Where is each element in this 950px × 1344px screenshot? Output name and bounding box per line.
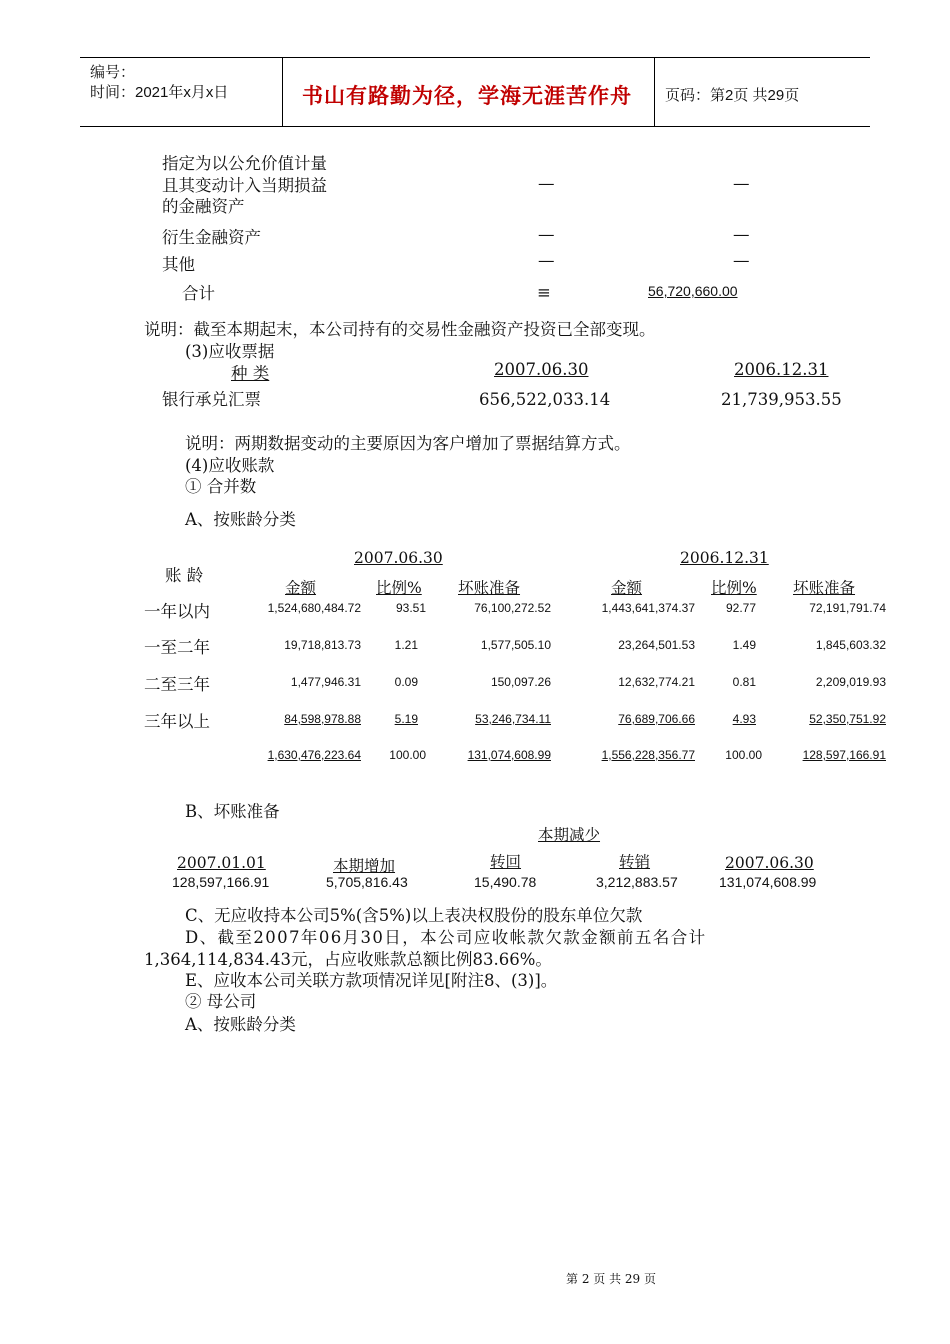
underlined-value: 76,689,706.66 — [618, 712, 695, 726]
aging-row-amount-2006: 1,443,641,374.37 — [601, 601, 695, 615]
underlined-value: 1,630,476,223.64 — [267, 748, 361, 762]
item3-value-2007: — — [538, 251, 555, 270]
underlined-value: 84,598,978.88 — [284, 712, 361, 726]
provision-value-writeoff: 3,212,883.57 — [596, 874, 678, 890]
bills-row-2007: 656,522,033.14 — [479, 390, 611, 409]
bills-row-label: 银行承兑汇票 — [162, 390, 261, 409]
underlined-value: 53,246,734.11 — [475, 712, 551, 726]
aging-row-provision-2006: 2,209,019.93 — [815, 675, 886, 689]
bills-col-2007: 2007.06.30 — [494, 360, 589, 379]
provision-col-close: 2007.06.30 — [725, 854, 814, 872]
aging-row-age: 一年以内 — [144, 602, 210, 621]
aging-col-provision-2007: 坏账准备 — [458, 579, 521, 597]
provision-value-reverse: 15,490.78 — [474, 874, 537, 890]
item3-value-2006: — — [733, 251, 750, 270]
aging-row-ratio-2006: 0.81 — [732, 675, 756, 689]
item1-line3: 的金融资产 — [162, 197, 245, 216]
underlined-value: 128,597,166.91 — [802, 748, 886, 762]
aging-row-provision-2007 — [440, 712, 551, 726]
aging-col-ratio-2007: 比例% — [376, 579, 422, 597]
item2-value-2007: — — [538, 225, 555, 244]
item2-label: 衍生金融资产 — [162, 228, 261, 247]
provision-group-decrease: 本期减少 — [538, 826, 601, 844]
aging-row-age: 三年以上 — [144, 712, 210, 731]
note-d-line1: D、截至2007年06月30日，本公司应收帐款欠款金额前五名合计 — [185, 928, 707, 947]
aging-row-ratio-2007 — [370, 712, 418, 726]
provision-col-open: 2007.01.01 — [177, 854, 266, 872]
header-divider — [654, 58, 655, 126]
aging-row-provision-2007: 150,097.26 — [490, 675, 551, 689]
aging-row-ratio-2007: 1.21 — [394, 638, 418, 652]
underlined-value: 52,350,751.92 — [809, 712, 886, 726]
parent-company-heading: ② 母公司 — [185, 992, 257, 1011]
provision-col-reverse: 转回 — [490, 853, 522, 871]
aging-row-amount-2007: 19,718,813.73 — [284, 638, 361, 652]
aging-row-provision-2006 — [770, 712, 886, 726]
aging-col-provision-2006: 坏账准备 — [793, 579, 856, 597]
note-e: E、应收本公司关联方款项情况详见[附注8、(3)]。 — [185, 971, 558, 990]
aging-total-ratio-2007: 100.00 — [389, 748, 426, 762]
provision-value-open: 128,597,166.91 — [172, 874, 270, 890]
consolidated-heading: ① 合并数 — [185, 477, 257, 496]
parent-aging-heading: A、按账龄分类 — [185, 1015, 296, 1034]
aging-total-amount-2006 — [560, 748, 695, 762]
total-value-2007: ≡ — [537, 283, 551, 302]
aging-col-amount-2007: 金额 — [285, 579, 317, 597]
aging-row-amount-2007 — [230, 712, 361, 726]
bills-heading: (3)应收票据 — [185, 342, 275, 361]
provision-col-add: 本期增加 — [333, 857, 396, 875]
page-footer: 第 2 页 共 29 页 — [566, 1272, 656, 1286]
aging-total-amount-2007 — [230, 748, 361, 762]
item1-value-2006: — — [733, 174, 750, 193]
receivables-heading: (4)应收账款 — [185, 456, 275, 475]
aging-row-provision-2006: 1,845,603.32 — [815, 638, 886, 652]
aging-row-age: 二至三年 — [144, 675, 210, 694]
aging-period-2006: 2006.12.31 — [680, 549, 769, 567]
item2-value-2006: — — [733, 225, 750, 244]
aging-row-amount-2006: 23,264,501.53 — [618, 638, 695, 652]
page-number-label: 页码：第2页 共29页 — [665, 87, 800, 104]
underlined-value: 131,074,608.99 — [467, 748, 551, 762]
bills-col-type: 种 类 — [231, 364, 270, 383]
doc-number-label: 编号： — [90, 64, 136, 81]
aging-row-ratio-2006: 92.77 — [725, 601, 756, 615]
provision-col-writeoff: 转销 — [619, 853, 651, 871]
trading-note: 说明：截至本期起末，本公司持有的交易性金融资产投资已全部变现。 — [144, 320, 656, 339]
underlined-value: 1,556,228,356.77 — [601, 748, 695, 762]
aging-row-provision-2007: 1,577,505.10 — [480, 638, 551, 652]
aging-total-ratio-2006: 100.00 — [725, 748, 762, 762]
aging-col-amount-2006: 金额 — [611, 579, 643, 597]
aging-row-ratio-2007: 93.51 — [395, 601, 426, 615]
aging-row-provision-2007: 76,100,272.52 — [474, 601, 551, 615]
item1-line2: 且其变动计入当期损益 — [162, 176, 327, 195]
aging-total-provision-2007 — [440, 748, 551, 762]
aging-row-ratio-2006 — [700, 712, 756, 726]
underlined-value: 5.19 — [394, 712, 418, 726]
aging-col-age: 账 龄 — [165, 566, 204, 585]
aging-row-provision-2006: 72,191,791.74 — [809, 601, 886, 615]
underlined-value: 4.93 — [732, 712, 756, 726]
aging-total-provision-2006 — [770, 748, 886, 762]
bills-note: 说明：两期数据变动的主要原因为客户增加了票据结算方式。 — [185, 434, 631, 453]
aging-heading: A、按账龄分类 — [185, 510, 296, 529]
aging-row-ratio-2006: 1.49 — [732, 638, 756, 652]
item1-line1: 指定为以公允价值计量 — [162, 154, 327, 173]
aging-row-amount-2006 — [560, 712, 695, 726]
bills-col-2006: 2006.12.31 — [734, 360, 829, 379]
header-divider — [282, 58, 283, 126]
header-motto: 书山有路勤为径，学海无涯苦作舟 — [302, 84, 632, 108]
note-c: C、无应收持本公司5%(含5%)以上表决权股份的股东单位欠款 — [185, 906, 643, 925]
provision-value-close: 131,074,608.99 — [719, 874, 817, 890]
provision-heading: B、坏账准备 — [185, 802, 280, 821]
aging-col-ratio-2006: 比例% — [711, 579, 757, 597]
page-header — [80, 57, 870, 127]
aging-row-age: 一至二年 — [144, 638, 210, 657]
aging-row-amount-2006: 12,632,774.21 — [618, 675, 695, 689]
item1-value-2007: — — [538, 174, 555, 193]
doc-time-label: 时间：2021年x月x日 — [90, 84, 229, 101]
aging-period-2007: 2007.06.30 — [354, 549, 443, 567]
aging-row-ratio-2007: 0.09 — [394, 675, 418, 689]
aging-row-amount-2007: 1,524,680,484.72 — [267, 601, 361, 615]
note-d-line2: 1,364,114,834.43元，占应收账款总额比例83.66%。 — [144, 950, 552, 969]
total-label: 合计 — [182, 284, 215, 303]
total-value-2006: 56,720,660.00 — [648, 283, 738, 299]
bills-row-2006: 21,739,953.55 — [721, 390, 842, 409]
provision-value-add: 5,705,816.43 — [326, 874, 408, 890]
item3-label: 其他 — [162, 255, 195, 274]
aging-row-amount-2007: 1,477,946.31 — [290, 675, 361, 689]
